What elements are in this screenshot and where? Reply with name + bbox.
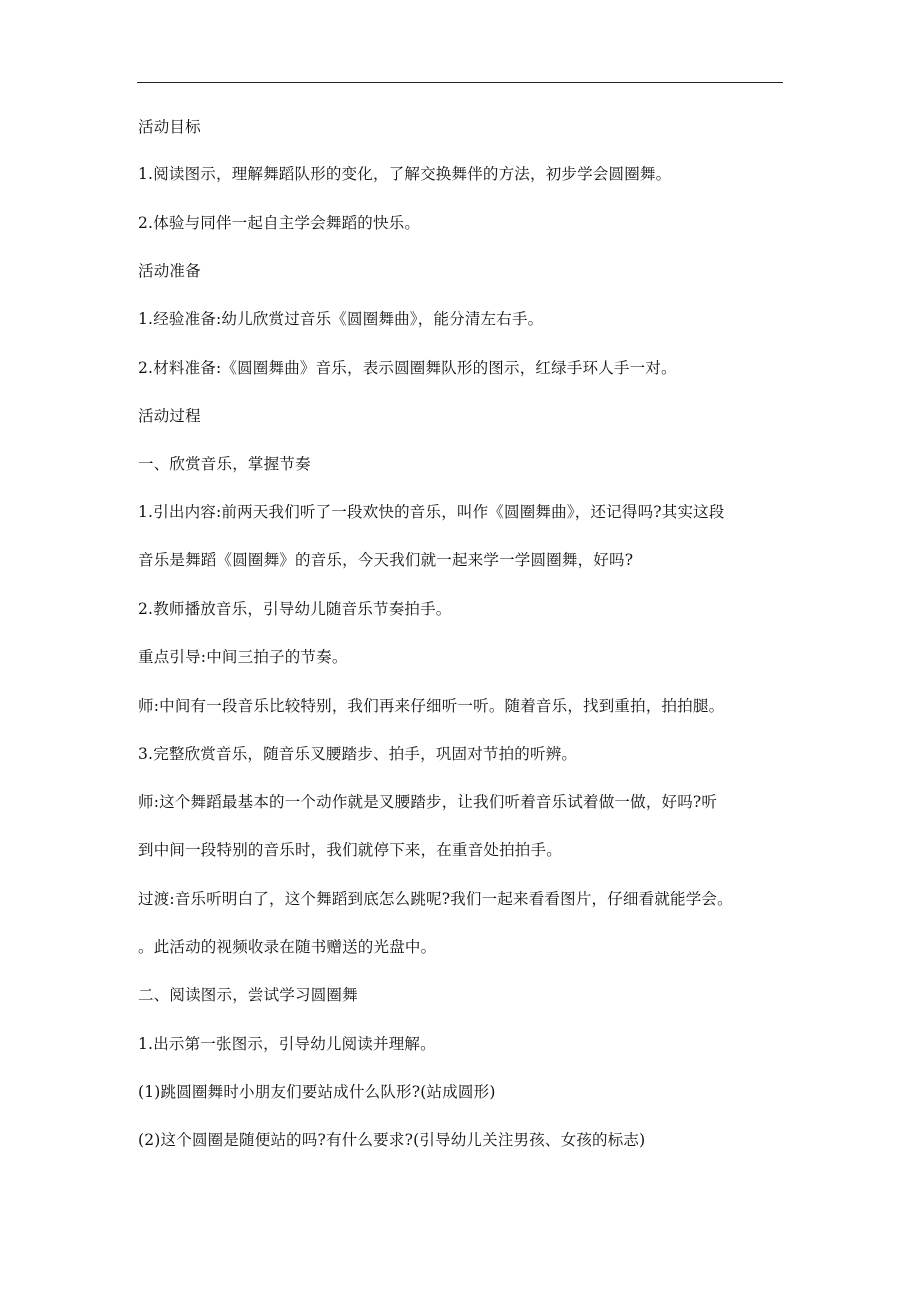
paragraph-line: 到中间一段特别的音乐时，我们就停下来，在重音处拍拍手。 [138,841,562,859]
paragraph-line: 2.材料准备:《圆圈舞曲》音乐，表示圆圈舞队形的图示，红绿手环人手一对。 [138,359,677,377]
paragraph-line: 1.引出内容:前两天我们听了一段欢快的音乐，叫作《圆圈舞曲》，还记得吗?其实这段 [138,503,725,521]
paragraph-line: 过渡:音乐听明白了，这个舞蹈到底怎么跳呢?我们一起来看看图片，仔细看就能学会。 [138,890,733,908]
header-rule [137,82,783,83]
paragraph-line: 2.体验与同伴一起自主学会舞蹈的快乐。 [138,214,421,232]
subsection-heading: 一、欣赏音乐，掌握节奏 [138,455,311,473]
subsection-heading: 二、阅读图示，尝试学习圆圈舞 [138,986,358,1004]
paragraph-line: 师:这个舞蹈最基本的一个动作就是叉腰踏步，让我们听着音乐试着做一做，好吗?听 [138,793,718,811]
section-heading-goals: 活动目标 [138,118,201,136]
paragraph-line: 1.经验准备:幼儿欣赏过音乐《圆圈舞曲》，能分清左右手。 [138,310,544,328]
paragraph-line: 1.阅读图示，理解舞蹈队形的变化，了解交换舞伴的方法，初步学会圆圈舞。 [138,165,672,183]
paragraph-line: 2.教师播放音乐，引导幼儿随音乐节奏拍手。 [138,600,452,618]
paragraph-line: 1.出示第一张图示，引导幼儿阅读并理解。 [138,1035,436,1053]
paragraph-line: 3.完整欣赏音乐，随音乐叉腰踏步、拍手，巩固对节拍的听辨。 [138,745,578,763]
paragraph-line: 重点引导:中间三拍子的节奏。 [138,648,348,666]
section-heading-process: 活动过程 [138,407,201,425]
paragraph-line: (2)这个圆圈是随便站的吗?有什么要求?(引导幼儿关注男孩、女孩的标志) [138,1131,646,1149]
paragraph-line: 师:中间有一段音乐比较特别，我们再来仔细听一听。随着音乐，找到重拍，拍拍腿。 [138,697,725,715]
paragraph-line: (1)跳圆圈舞时小朋友们要站成什么队形?(站成圆形) [138,1083,496,1101]
paragraph-line: 音乐是舞蹈《圆圈舞》的音乐，今天我们就一起来学一学圆圈舞，好吗? [138,551,634,569]
paragraph-line: 。此活动的视频收录在随书赠送的光盘中。 [138,938,437,956]
section-heading-preparation: 活动准备 [138,262,201,280]
